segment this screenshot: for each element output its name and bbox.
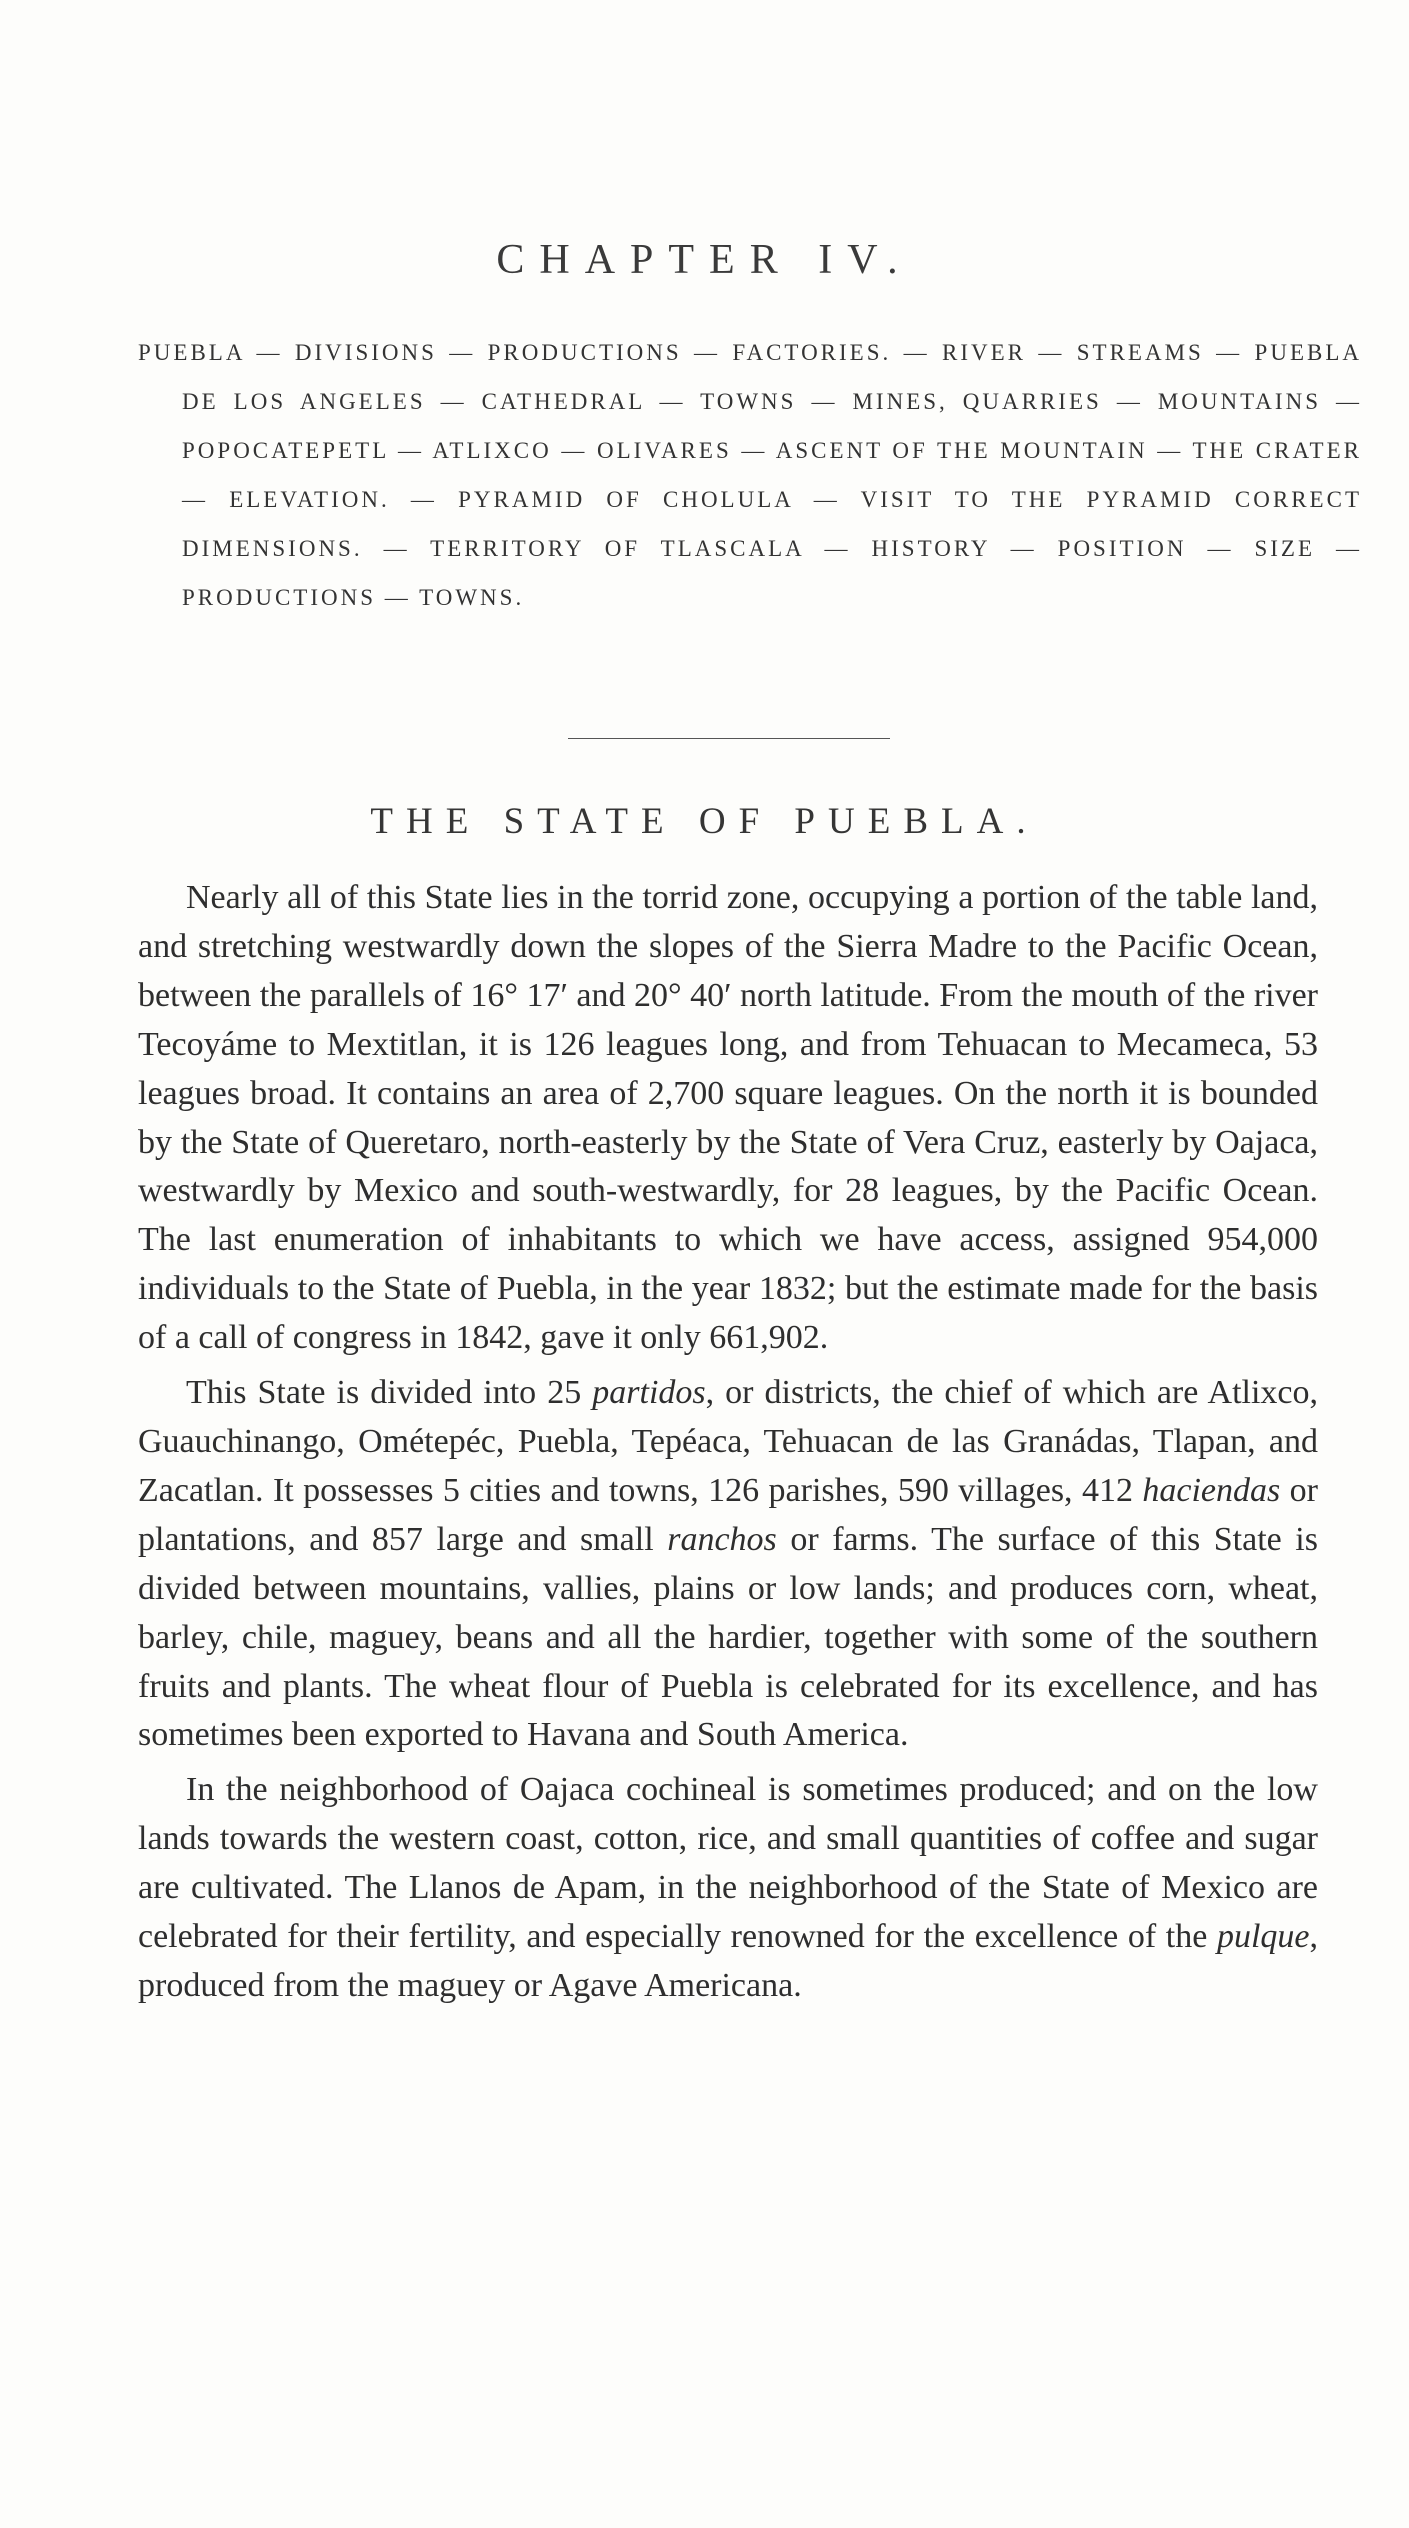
paragraph-1-text: Nearly all of this State lies in the torrid zone, occupying a portion of the table land, and stretching westwardly down the slopes of the Sierra Madre to the Pacific Ocean, between the parallels of 16° 17′ and 20° 40′ north latitude. From the mouth of the river Tecoyáme to Mextitlan, it is 126 leagues long, and from Tehuacan to Mecameca, 53 leagues broad. It contains an area of 2,700 square leagues. On the north it is bounded by the State of Queretaro, north-easterly by the State of Vera Cruz, easterly by Oajaca, westwardly by Mexico and south-westwardly, for 28 leagues, by the Pacific Ocean. The last enumeration of inhabitants to which we have access, assigned 954,000 individuals to the State of Puebla, in the year 1832; but the estimate made for the basis of a call of congress in 1842, gave it only 661,902. xyxy=(138,879,1318,1357)
section-title: THE STATE OF PUEBLA. xyxy=(370,801,1039,842)
paragraph-2-text-e: or plantations, and 857 large and small xyxy=(138,1471,1318,1558)
paragraph-2-text-a: This State is divided into 25 xyxy=(186,1374,593,1412)
paragraph-2-italic-partidos: partidos xyxy=(592,1374,706,1412)
paragraph-2-text-g: or farms. The surface of this State is divided between mountains, vallies, plains or low lands; and produces corn, wheat, barley, chile, maguey, beans and all the hardier, together with some of the southern fruits and plants. The wheat flour of Puebla is celebrated for its excellence, and has sometimes been exported to Havana and South America. xyxy=(138,1520,1318,1754)
paragraph-3-text-a: In the neighborhood of Oajaca cochineal is sometimes produced; and on the low lands towards the western coast, cotton, rice, and small quantities of coffee and sugar are cultivated. The Llanos de Apam, in the neighborhood of the State of Mexico are celebrated for their fertility, and especially renowned for the excellence of the xyxy=(138,1771,1318,1956)
paragraph-2-italic-ranchos: ranchos xyxy=(667,1520,777,1558)
section-divider xyxy=(568,738,890,739)
paragraph-3 xyxy=(138,1766,1318,2011)
chapter-synopsis: PUEBLA — DIVISIONS — PRODUCTIONS — FACTORIES. — RIVER — STREAMS — PUEBLA DE LOS ANGELES — CATHEDRAL — TOWNS — MINES, QUARRIES — MOUNTAINS — POPOCATEPETL — ATLIXCO — OLIVARES — ASCENT OF THE MOUNTAIN — THE CRATER — ELEVATION. — PYRAMID OF CHOLULA — VISIT TO THE PYRAMID CORRECT DIMENSIONS. — TERRITORY OF TLASCALA — HISTORY — POSITION — SIZE — PRODUCTIONS — TOWNS. xyxy=(138,340,1362,610)
chapter-title: CHAPTER IV. xyxy=(496,237,913,283)
paragraph-3-italic-pulque: pulque xyxy=(1216,1918,1310,1956)
paragraph-2 xyxy=(138,1369,1318,1760)
paragraph-1 xyxy=(138,874,1318,1363)
paragraph-2-italic-haciendas: haciendas xyxy=(1142,1471,1281,1509)
paragraph-3-text-c: , produced from the maguey or Agave Americana. xyxy=(138,1918,1318,2004)
body-text xyxy=(138,874,1318,2017)
paragraph-2-text-c: , or districts, the chief of which are Atlixco, Guauchinango, Ométepéc, Puebla, Tepéaca, Tehuacan de las Granádas, Tlapan, and Zacatlan. It possesses 5 cities and towns, 126 parishes, 590 villages, 412 xyxy=(138,1374,1318,1509)
